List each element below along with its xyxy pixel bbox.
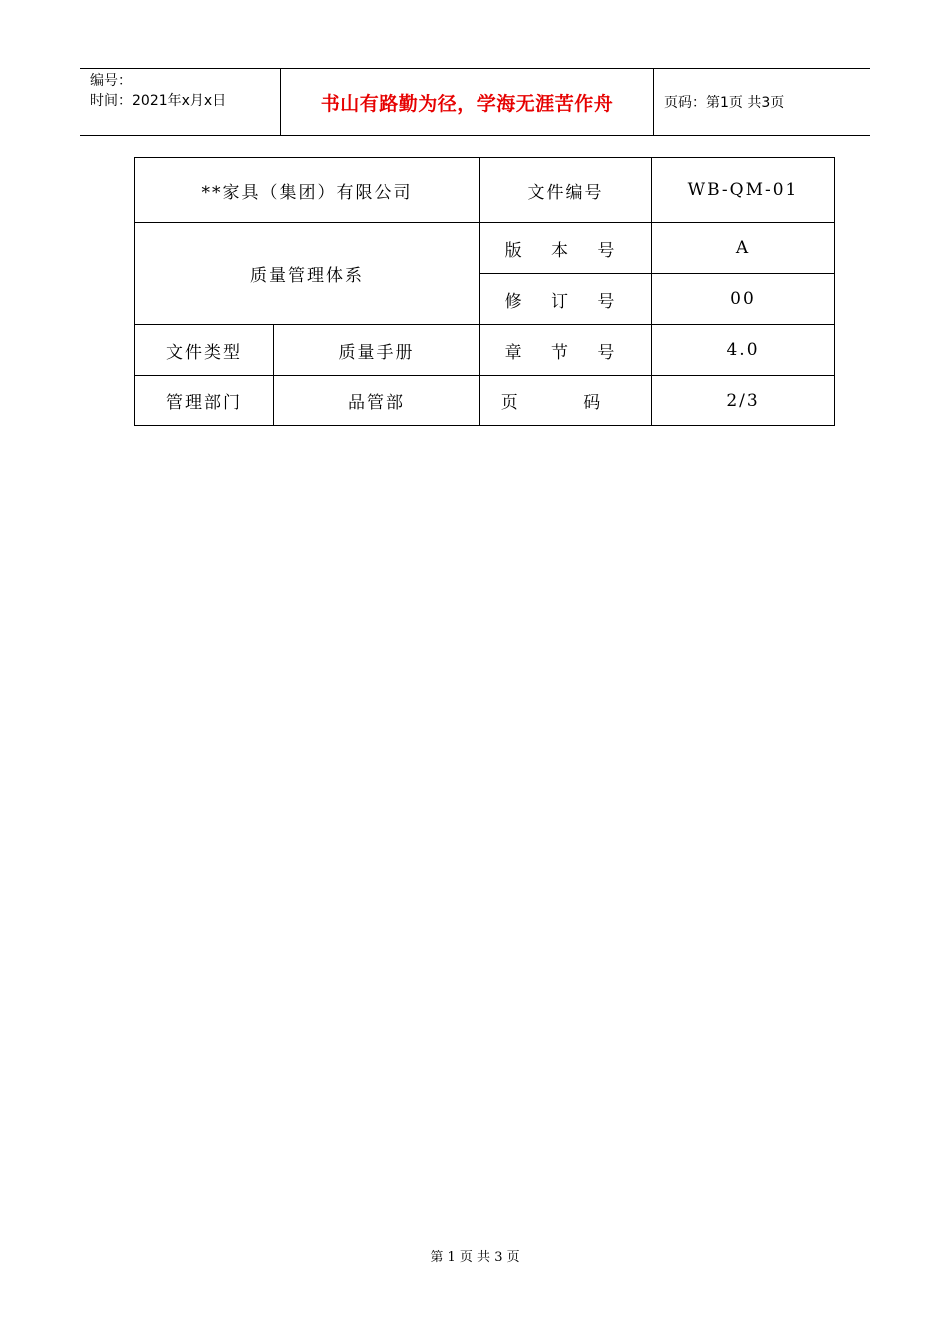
table-row <box>135 158 835 223</box>
header-page-info: 页码：第1页 共3页 <box>664 95 785 111</box>
number-label: 编号： <box>90 73 132 89</box>
version-value: A <box>652 223 835 274</box>
table-row <box>135 376 835 426</box>
table-row <box>135 325 835 376</box>
dept-value: 品管部 <box>274 376 480 426</box>
revision-value: 00 <box>652 274 835 325</box>
time-label: 时间：2021年x月x日 <box>90 93 227 109</box>
doc-number-label: 文件编号 <box>480 158 652 223</box>
page-footer: 第 1 页 共 3 页 <box>430 1250 520 1265</box>
table-row <box>135 223 835 274</box>
page-value: 2/3 <box>652 376 835 426</box>
chapter-label: 章 节 号 <box>480 325 652 376</box>
system-name: 质量管理体系 <box>135 223 480 325</box>
doc-type-value: 质量手册 <box>274 325 480 376</box>
dept-label: 管理部门 <box>135 376 274 426</box>
document-info-table <box>134 157 835 426</box>
doc-number-value: WB-QM-01 <box>652 158 835 223</box>
document-header <box>80 68 870 136</box>
company-name: **家具（集团）有限公司 <box>135 158 480 223</box>
header-meta <box>80 69 281 135</box>
header-slogan: 书山有路勤为径，学海无涯苦作舟 <box>281 69 654 135</box>
chapter-value: 4.0 <box>652 325 835 376</box>
doc-type-label: 文件类型 <box>135 325 274 376</box>
version-label: 版 本 号 <box>480 223 652 274</box>
revision-label: 修 订 号 <box>480 274 652 325</box>
page-label: 页 码 <box>480 376 652 426</box>
